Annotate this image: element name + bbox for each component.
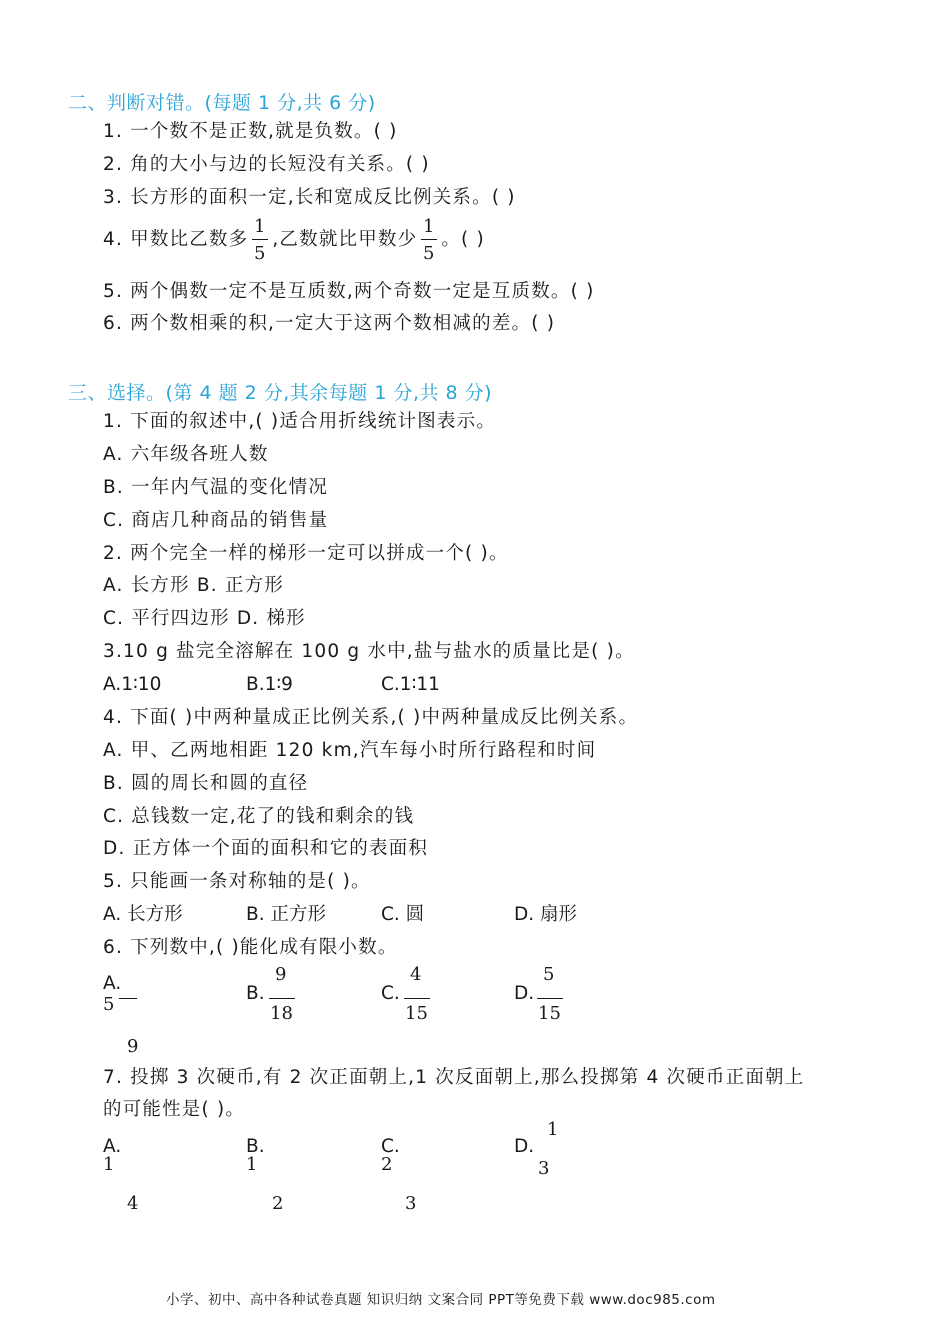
choice-q1-option-c: C. 商店几种商品的销售量: [103, 510, 329, 531]
fraction-numerator: 1: [254, 215, 267, 237]
choice-q6-option-b: B.: [246, 983, 265, 1004]
judge-q3: 3. 长方形的面积一定,长和宽成反比例关系。( ): [103, 187, 516, 208]
choice-q5: 5. 只能画一条对称轴的是( )。: [103, 871, 371, 892]
choice-q6-c-denominator: 15: [405, 1003, 428, 1024]
choice-q1: 1. 下面的叙述中,( )适合用折线统计图表示。: [103, 411, 497, 432]
fraction-bar: [404, 998, 430, 999]
fraction-denominator: 5: [423, 242, 436, 264]
judge-q4-text-a: 4. 甲数比乙数多: [103, 229, 249, 250]
choice-q3-option-a: A.1∶10: [103, 674, 162, 695]
choice-q7-a-numerator: 1: [103, 1154, 115, 1175]
choice-q2: 2. 两个完全一样的梯形一定可以拼成一个( )。: [103, 543, 509, 564]
choice-q6-option-a: A.: [103, 973, 122, 994]
choice-q6-c-numerator: 4: [410, 964, 422, 985]
choice-q7-option-d: D.: [514, 1136, 535, 1157]
choice-q7-line1: 7. 投掷 3 次硬币,有 2 次正面朝上,1 次反面朝上,那么投掷第 4 次硬币正面朝上: [103, 1067, 805, 1088]
choice-q4: 4. 下面( )中两种量成正比例关系,( )中两种量成反比例关系。: [103, 707, 639, 728]
choice-q6-a-numerator: 5: [103, 994, 115, 1015]
section2-title: 二、判断对错。(每题 1 分,共 6 分): [68, 92, 376, 114]
choice-q7-option-c: C.: [381, 1136, 400, 1157]
choice-q7-c-numerator: 2: [381, 1154, 393, 1175]
choice-q6-d-denominator: 15: [538, 1003, 561, 1024]
judge-q4-text-c: 。( ): [441, 229, 485, 250]
choice-q1-option-a: A. 六年级各班人数: [103, 444, 269, 465]
choice-q3-option-b: B.1∶9: [246, 674, 293, 695]
choice-q6-option-c: C.: [381, 983, 400, 1004]
fraction-bar: [119, 998, 137, 999]
choice-q5-option-b: B. 正方形: [246, 904, 326, 925]
choice-q2-options-cd: C. 平行四边形 D. 梯形: [103, 608, 306, 629]
fraction-bar: [421, 239, 437, 240]
judge-q1: 1. 一个数不是正数,就是负数。( ): [103, 121, 398, 142]
choice-q3: 3.10 g 盐完全溶解在 100 g 水中,盐与盐水的质量比是( )。: [103, 641, 635, 662]
choice-q5-option-a: A. 长方形: [103, 904, 183, 925]
footer-ad-text: 小学、初中、高中各种试卷真题 知识归纳 文案合同 PPT等免费下载 www.doc985.com: [166, 1292, 716, 1308]
choice-q7-b-numerator: 1: [246, 1154, 258, 1175]
choice-q6-b-numerator: 9: [275, 964, 287, 985]
choice-q7-d-numerator: 1: [547, 1119, 559, 1140]
choice-q4-option-b: B. 圆的周长和圆的直径: [103, 773, 309, 794]
choice-q1-option-b: B. 一年内气温的变化情况: [103, 477, 329, 498]
choice-q7-d-denominator: 3: [538, 1158, 550, 1179]
judge-q4: [103, 212, 485, 268]
fraction-bar: [252, 239, 268, 240]
choice-q5-option-c: C. 圆: [381, 904, 425, 925]
judge-q4-text-b: ,乙数就比甲数少: [272, 229, 418, 250]
judge-q5: 5. 两个偶数一定不是互质数,两个奇数一定是互质数。( ): [103, 281, 595, 302]
choice-q4-option-a: A. 甲、乙两地相距 120 km,汽车每小时所行路程和时间: [103, 740, 597, 761]
choice-q4-option-d: D. 正方体一个面的面积和它的表面积: [103, 838, 429, 859]
choice-q6: 6. 下列数中,( )能化成有限小数。: [103, 937, 398, 958]
choice-q6-a-denominator: 9: [127, 1036, 139, 1057]
choice-q6-d-numerator: 5: [543, 964, 555, 985]
choice-q7-option-a: A.: [103, 1136, 122, 1157]
judge-q6: 6. 两个数相乘的积,一定大于这两个数相减的差。( ): [103, 313, 556, 334]
judge-q2: 2. 角的大小与边的长短没有关系。( ): [103, 154, 430, 175]
fraction: [252, 217, 268, 264]
fraction-bar: [537, 998, 563, 999]
fraction: [421, 217, 437, 264]
choice-q6-b-denominator: 18: [270, 1003, 293, 1024]
choice-q4-option-c: C. 总钱数一定,花了的钱和剩余的钱: [103, 806, 415, 827]
choice-q7-a-denominator: 4: [127, 1193, 139, 1214]
choice-q6-option-d: D.: [514, 983, 535, 1004]
fraction-bar: [269, 998, 295, 999]
choice-q7-c-denominator: 3: [405, 1193, 417, 1214]
choice-q3-option-c: C.1∶11: [381, 674, 440, 695]
choice-q7-line2: 的可能性是( )。: [103, 1099, 246, 1120]
choice-q2-options-ab: A. 长方形 B. 正方形: [103, 575, 285, 596]
choice-q5-option-d: D. 扇形: [514, 904, 578, 925]
choice-q7-option-b: B.: [246, 1136, 265, 1157]
fraction-numerator: 1: [423, 215, 436, 237]
section3-title: 三、选择。(第 4 题 2 分,其余每题 1 分,共 8 分): [68, 382, 493, 404]
fraction-denominator: 5: [254, 242, 267, 264]
choice-q7-b-denominator: 2: [272, 1193, 284, 1214]
